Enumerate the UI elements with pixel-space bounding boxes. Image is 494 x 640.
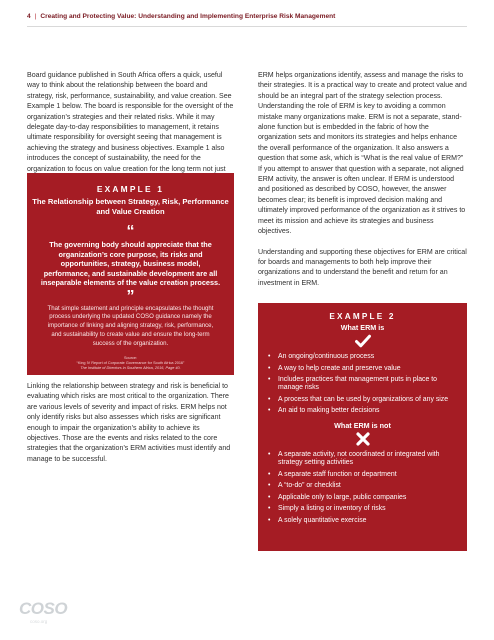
list-item-text: A way to help create and preserve value: [278, 364, 401, 372]
example-1-body: That simple statement and principle encapsulates the thought process underlying the updated COSO guidance namely the importance of linking and aligning strategy, risk, performance, and sustainability to create value and ensure the long-term success of the organization.: [47, 304, 214, 347]
document-title: Creating and Protecting Value: Understanding and Implementing Enterprise Risk Management: [40, 13, 336, 20]
list-item: [268, 494, 461, 502]
example-1-box: [27, 173, 234, 375]
list-item: [268, 396, 461, 404]
what-erm-is-not-heading: What ERM is not: [334, 420, 391, 430]
what-erm-is-list: [258, 353, 467, 416]
page-number: 4: [27, 13, 31, 20]
header-divider: [27, 26, 467, 27]
list-item: [268, 517, 461, 525]
coso-logo-icon: [18, 595, 68, 627]
list-item-text: A separate staff function or department: [278, 470, 397, 478]
list-item-text: Applicable only to large, public companies: [278, 493, 407, 501]
example-1-title: The Relationship between Strategy, Risk, Performance and Value Creation: [32, 197, 229, 216]
x-mark-icon: [356, 432, 370, 446]
example-2-kicker: EXAMPLE 2: [329, 312, 396, 321]
bullet-icon: •: [268, 376, 271, 383]
list-item: [268, 505, 461, 513]
left-column-lower: [27, 382, 234, 465]
paragraph: Linking the relationship between strategy and risk is beneficial to evaluating which risks are most critical to the organization. There are various levels of severity and impact of risks. ERM helps not only identify risks but also assesses which risks are significant enough to impair the organization’s ability to achieve its objectives. Those are the events and risks related to the core strategies that the organization’s ERM activities must identify and manage to be successful.: [27, 383, 231, 463]
list-item: [268, 353, 461, 361]
list-item-text: Simply a listing or inventory of risks: [278, 505, 386, 513]
example-2-box: [258, 303, 467, 551]
list-item-text: An ongoing/continuous process: [278, 353, 375, 360]
bullet-icon: •: [268, 364, 271, 372]
paragraph: Understanding and supporting these objectives for ERM are critical for boards and managements to both help improve their organizations and to understand the benefit and return for an investment in ERM.: [258, 248, 467, 287]
source-line-1: “King IV Report of Corporate Governance for South Africa 2016”: [76, 361, 185, 366]
checkmark-icon: [355, 334, 371, 348]
bullet-icon: •: [268, 505, 271, 513]
paragraph: ERM helps organizations identify, assess and manage the risks to their strategies. It is a practical way to create and protect value and should be an integral part of the strategy selection process. Understanding the role of ERM is key to avoiding a common mistake many organizations make. ERM is not a separate, stand-alone function but is embedded in the fabric of how the organization sets and monitors its strategies and helps enhance the overall performance of the organization. It also answers a question that some ask, which is “What is the real value of ERM?” If you attempt to answer that question with a separate, not aligned ERM activity, the answer is often unclear. If ERM is understood and positioned as described by COSO, however, the answer becomes clear; its benefit is improved decision making and ultimately improved performance of the organization as it strives to meet its mission and achieve its strategies and business objectives.: [258, 72, 467, 236]
list-item-text: A process that can be used by organizations of any size: [278, 395, 449, 403]
open-quote-icon: “: [126, 223, 135, 240]
list-item: [268, 376, 461, 393]
right-column: [258, 71, 467, 289]
left-column: [27, 71, 234, 185]
example-1-quote: The governing body should appreciate that the organization’s core purpose, its risks and opportunities, strategy, business model, performance, and sustainable development are all inseparable elements of the value creation process.: [40, 240, 221, 287]
bullet-icon: •: [268, 450, 271, 458]
list-item: [268, 365, 461, 373]
list-item-text: Includes practices that management puts in place to manage risks: [278, 376, 437, 392]
bullet-icon: •: [268, 395, 271, 403]
list-item: [268, 407, 461, 415]
paragraph: Board guidance published in South Africa offers a quick, useful way to think about the relationship between the board and strategy, risk, performance, sustainability, and value creation. See Example 1 below. The board is responsible for the oversight of the organization’s strategies and their related risks. While it may delegate day-to-day responsibilities to management, it retains ultimate responsibility for oversight seeing that management is achieving the strategy and business objectives. Example 1 also introduces the concept of sustainability, the need for the organization to focus on value creation for the long term not just: [27, 72, 234, 173]
source-label: Source:: [123, 356, 138, 361]
example-1-source: [27, 356, 234, 371]
svg-text:COSO: COSO: [19, 599, 68, 618]
list-item: [268, 482, 461, 490]
bullet-icon: •: [268, 516, 271, 524]
coso-logo: [18, 595, 68, 627]
header-separator: |: [34, 13, 37, 20]
list-item: [268, 471, 461, 479]
list-item-text: A separate activity, not coordinated or integrated with strategy setting activities: [278, 450, 440, 467]
list-item-text: A “to-do” or checklist: [278, 482, 341, 490]
bullet-icon: •: [268, 482, 271, 490]
list-item-text: An aid to making better decisions: [278, 407, 380, 415]
close-quote-icon: ”: [126, 287, 135, 305]
source-line-2: The Institute of Directors in Southern Africa, 2016, Page 40.: [80, 366, 181, 371]
list-item-text: A solely quantitative exercise: [278, 516, 367, 524]
bullet-icon: •: [268, 470, 271, 478]
bullet-icon: •: [268, 353, 271, 360]
what-erm-is-not-list: [258, 451, 467, 525]
what-erm-is-heading: What ERM is: [340, 323, 385, 332]
svg-text:coso.org: coso.org: [30, 619, 48, 624]
running-header: [27, 13, 467, 20]
example-1-kicker: EXAMPLE 1: [96, 184, 165, 194]
list-item: [268, 451, 461, 468]
bullet-icon: •: [268, 493, 271, 501]
bullet-icon: •: [268, 407, 271, 415]
